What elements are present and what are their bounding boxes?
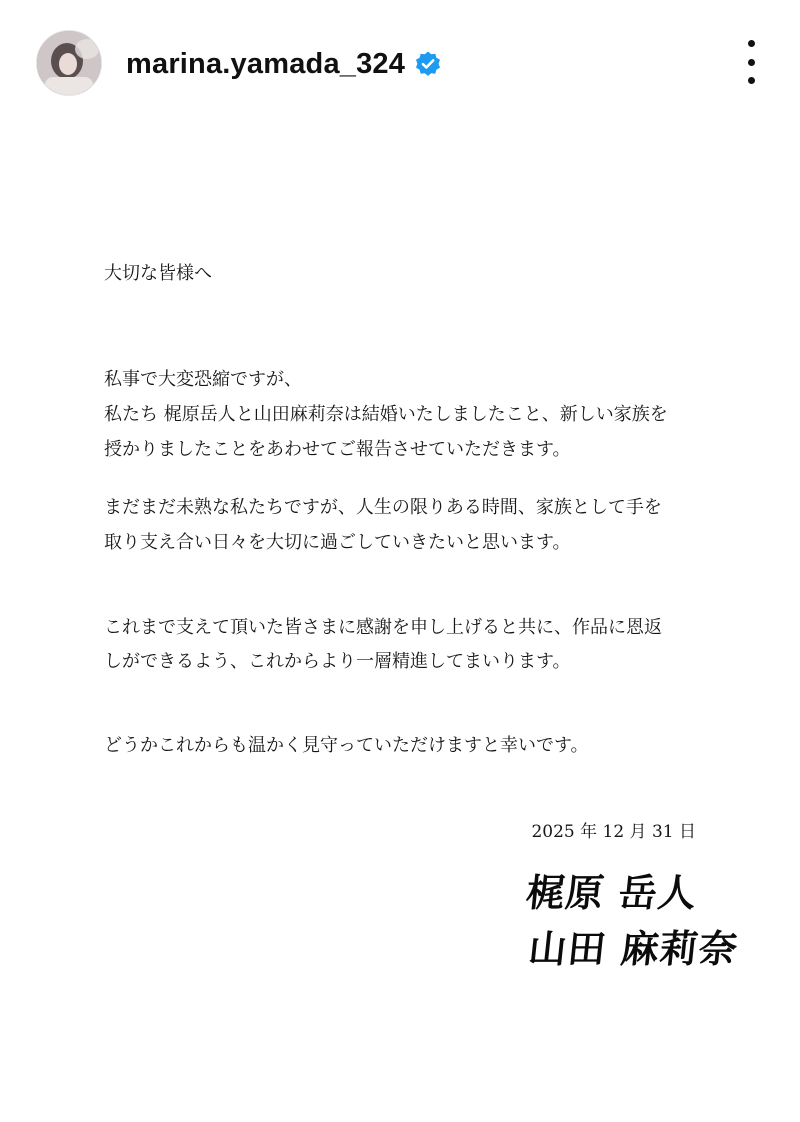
- letter-closing: どうかこれからも温かく見守っていただけますと幸いです。: [104, 735, 589, 756]
- letter-line: これまで支えて頂いた皆さまに感謝を申し上げると共に、作品に恩返: [104, 617, 662, 638]
- letter-line: 私事で大変恐縮ですが、: [104, 369, 302, 390]
- letter-line: まだまだ未熟な私たちですが、人生の限りある時間、家族として手を: [104, 497, 662, 518]
- letter-line: 私たち 梶原岳人と山田麻莉奈は結婚いたしましたこと、新しい家族を: [104, 404, 668, 425]
- letter-date: 2025 年 12 月 31 日: [531, 822, 696, 842]
- letter-line: しができるよう、これからより一層精進してまいります。: [104, 651, 571, 672]
- letter-line: 授かりましたことをあわせてご報告させていただきます。: [104, 439, 571, 460]
- letter-salutation: 大切な皆様へ: [104, 263, 212, 284]
- signature-line: 梶原 岳人: [524, 870, 700, 915]
- signature-line: 山田 麻莉奈: [526, 926, 741, 971]
- username[interactable]: marina.yamada_324: [126, 47, 406, 80]
- letter-line: 取り支え合い日々を大切に過ごしていきたいと思います。: [104, 532, 571, 553]
